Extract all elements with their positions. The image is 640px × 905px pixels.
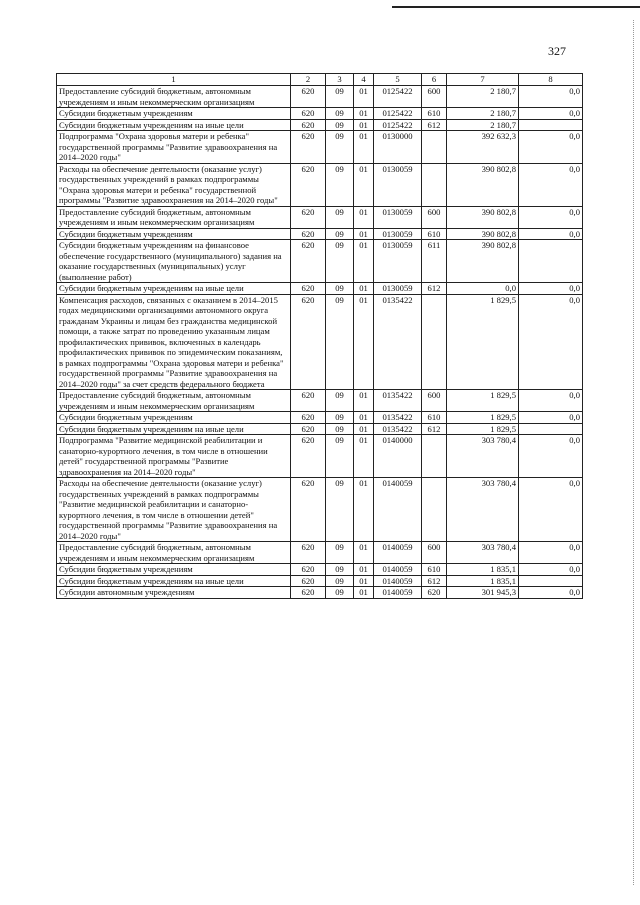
table-row [57, 412, 583, 424]
column-header: 4 [354, 74, 374, 86]
target-article-cell: 0135422 [374, 390, 422, 412]
amount-cell: 301 945,3 [447, 587, 519, 599]
section-code-cell: 09 [326, 240, 354, 283]
ministry-code-cell: 620 [291, 390, 326, 412]
subsection-code-cell: 01 [354, 575, 374, 587]
table-row [57, 478, 583, 542]
target-article-cell: 0140000 [374, 435, 422, 478]
amount-cell: 1 829,5 [447, 390, 519, 412]
table-row [57, 564, 583, 576]
column-header: 1 [57, 74, 291, 86]
ministry-code-cell: 620 [291, 119, 326, 131]
expense-type-cell: 600 [422, 206, 447, 228]
expense-type-cell: 610 [422, 108, 447, 120]
scan-edge [633, 20, 634, 885]
subsection-code-cell: 01 [354, 435, 374, 478]
row-name-cell: Подпрограмма "Развитие медицинской реабилитации и санаторно-курортного лечения, в том числе в отношении детей" государственной программы "Развитие здравоохранения на 2014–2020 годы" [57, 435, 291, 478]
target-article-cell: 0140059 [374, 478, 422, 542]
ministry-code-cell: 620 [291, 86, 326, 108]
expense-type-cell [422, 478, 447, 542]
table-row [57, 108, 583, 120]
section-code-cell: 09 [326, 86, 354, 108]
section-code-cell: 09 [326, 108, 354, 120]
table-row [57, 119, 583, 131]
table-row [57, 131, 583, 164]
expense-type-cell: 610 [422, 564, 447, 576]
row-name-cell: Субсидии бюджетным учреждениям на иные цели [57, 423, 291, 435]
section-code-cell: 09 [326, 542, 354, 564]
amount-cell: 1 835,1 [447, 575, 519, 587]
section-code-cell: 09 [326, 412, 354, 424]
expense-type-cell: 600 [422, 86, 447, 108]
section-code-cell: 09 [326, 575, 354, 587]
amount-extra-cell: 0,0 [519, 108, 583, 120]
expense-type-cell [422, 163, 447, 206]
section-code-cell: 09 [326, 587, 354, 599]
table-row [57, 283, 583, 295]
ministry-code-cell: 620 [291, 587, 326, 599]
row-name-cell: Субсидии бюджетным учреждениям [57, 108, 291, 120]
amount-cell: 1 829,5 [447, 412, 519, 424]
row-name-cell: Подпрограмма "Охрана здоровья матери и ребенка" государственной программы "Развитие здравоохранения на 2014–2020 годы" [57, 131, 291, 164]
amount-extra-cell: 0,0 [519, 412, 583, 424]
target-article-cell: 0130059 [374, 228, 422, 240]
column-header: 2 [291, 74, 326, 86]
amount-cell: 390 802,8 [447, 163, 519, 206]
target-article-cell: 0125422 [374, 108, 422, 120]
table-row [57, 163, 583, 206]
row-name-cell: Расходы на обеспечение деятельности (оказание услуг) государственных учреждений в рамках подпрограммы "Охрана здоровья матери и ребенка" государственной программы "Развитие здравоохранения на 2014–2020 годы" [57, 163, 291, 206]
expense-type-cell [422, 435, 447, 478]
row-name-cell: Субсидии бюджетным учреждениям на финансовое обеспечение государственного (муниципального) задания на оказание государственных (муниципальных) услуг (выполнение работ) [57, 240, 291, 283]
subsection-code-cell: 01 [354, 478, 374, 542]
ministry-code-cell: 620 [291, 542, 326, 564]
ministry-code-cell: 620 [291, 206, 326, 228]
budget-table [56, 73, 583, 599]
section-code-cell: 09 [326, 119, 354, 131]
target-article-cell: 0130059 [374, 206, 422, 228]
subsection-code-cell: 01 [354, 119, 374, 131]
section-code-cell: 09 [326, 131, 354, 164]
target-article-cell: 0130000 [374, 131, 422, 164]
section-code-cell: 09 [326, 478, 354, 542]
row-name-cell: Расходы на обеспечение деятельности (оказание услуг) государственных учреждений в рамках подпрограммы "Развитие медицинской реабилитации и санаторно-курортного лечения, в том числе в отношении детей" государственной программы "Развитие здравоохранения на 2014–2020 годы" [57, 478, 291, 542]
section-code-cell: 09 [326, 163, 354, 206]
table-row [57, 228, 583, 240]
amount-cell: 2 180,7 [447, 108, 519, 120]
section-code-cell: 09 [326, 390, 354, 412]
row-name-cell: Предоставление субсидий бюджетным, автономным учреждениям и иным некоммерческим организациям [57, 206, 291, 228]
subsection-code-cell: 01 [354, 228, 374, 240]
page-number: 327 [548, 44, 566, 58]
target-article-cell: 0140059 [374, 587, 422, 599]
row-name-cell: Субсидии автономным учреждениям [57, 587, 291, 599]
expense-type-cell: 612 [422, 423, 447, 435]
target-article-cell: 0140059 [374, 564, 422, 576]
ministry-code-cell: 620 [291, 228, 326, 240]
column-header: 3 [326, 74, 354, 86]
row-name-cell: Субсидии бюджетным учреждениям на иные цели [57, 283, 291, 295]
table-row [57, 423, 583, 435]
table-header-row [57, 74, 583, 86]
amount-extra-cell: 0,0 [519, 228, 583, 240]
amount-cell: 1 835,1 [447, 564, 519, 576]
target-article-cell: 0125422 [374, 119, 422, 131]
table-row [57, 542, 583, 564]
section-code-cell: 09 [326, 206, 354, 228]
row-name-cell: Субсидии бюджетным учреждениям [57, 412, 291, 424]
amount-extra-cell: 0,0 [519, 390, 583, 412]
subsection-code-cell: 01 [354, 564, 374, 576]
expense-type-cell: 611 [422, 240, 447, 283]
ministry-code-cell: 620 [291, 108, 326, 120]
row-name-cell: Субсидии бюджетным учреждениям на иные цели [57, 575, 291, 587]
subsection-code-cell: 01 [354, 206, 374, 228]
amount-cell: 392 632,3 [447, 131, 519, 164]
expense-type-cell: 612 [422, 119, 447, 131]
expense-type-cell: 610 [422, 412, 447, 424]
ministry-code-cell: 620 [291, 575, 326, 587]
subsection-code-cell: 01 [354, 163, 374, 206]
table-body [57, 86, 583, 599]
amount-cell: 390 802,8 [447, 206, 519, 228]
subsection-code-cell: 01 [354, 587, 374, 599]
amount-extra-cell: 0,0 [519, 564, 583, 576]
target-article-cell: 0140059 [374, 542, 422, 564]
amount-extra-cell: 0,0 [519, 587, 583, 599]
target-article-cell: 0135422 [374, 412, 422, 424]
column-header: 5 [374, 74, 422, 86]
subsection-code-cell: 01 [354, 86, 374, 108]
expense-type-cell: 620 [422, 587, 447, 599]
table-row [57, 206, 583, 228]
target-article-cell: 0130059 [374, 163, 422, 206]
amount-cell: 2 180,7 [447, 119, 519, 131]
target-article-cell: 0135422 [374, 294, 422, 390]
amount-cell: 2 180,7 [447, 86, 519, 108]
target-article-cell: 0140059 [374, 575, 422, 587]
row-name-cell: Субсидии бюджетным учреждениям на иные цели [57, 119, 291, 131]
amount-extra-cell: 0,0 [519, 294, 583, 390]
expense-type-cell [422, 294, 447, 390]
amount-extra-cell: 0,0 [519, 435, 583, 478]
subsection-code-cell: 01 [354, 283, 374, 295]
amount-cell: 390 802,8 [447, 240, 519, 283]
section-code-cell: 09 [326, 228, 354, 240]
amount-extra-cell: 0,0 [519, 283, 583, 295]
column-header: 7 [447, 74, 519, 86]
table-row [57, 240, 583, 283]
ministry-code-cell: 620 [291, 412, 326, 424]
amount-extra-cell: 0,0 [519, 163, 583, 206]
ministry-code-cell: 620 [291, 240, 326, 283]
row-name-cell: Предоставление субсидий бюджетным, автономным учреждениям и иным некоммерческим организациям [57, 86, 291, 108]
target-article-cell: 0125422 [374, 86, 422, 108]
target-article-cell: 0135422 [374, 423, 422, 435]
row-name-cell: Субсидии бюджетным учреждениям [57, 228, 291, 240]
amount-cell: 1 829,5 [447, 294, 519, 390]
target-article-cell: 0130059 [374, 283, 422, 295]
amount-extra-cell [519, 423, 583, 435]
ministry-code-cell: 620 [291, 478, 326, 542]
amount-cell: 0,0 [447, 283, 519, 295]
row-name-cell: Субсидии бюджетным учреждениям [57, 564, 291, 576]
subsection-code-cell: 01 [354, 423, 374, 435]
expense-type-cell: 612 [422, 283, 447, 295]
subsection-code-cell: 01 [354, 131, 374, 164]
column-header: 8 [519, 74, 583, 86]
top-rule [392, 6, 640, 8]
amount-cell: 303 780,4 [447, 478, 519, 542]
amount-extra-cell [519, 575, 583, 587]
amount-extra-cell [519, 119, 583, 131]
subsection-code-cell: 01 [354, 412, 374, 424]
amount-cell: 390 802,8 [447, 228, 519, 240]
amount-extra-cell: 0,0 [519, 478, 583, 542]
subsection-code-cell: 01 [354, 542, 374, 564]
table-row [57, 587, 583, 599]
amount-extra-cell: 0,0 [519, 206, 583, 228]
column-header: 6 [422, 74, 447, 86]
subsection-code-cell: 01 [354, 108, 374, 120]
amount-extra-cell [519, 240, 583, 283]
table-row [57, 294, 583, 390]
section-code-cell: 09 [326, 564, 354, 576]
ministry-code-cell: 620 [291, 564, 326, 576]
ministry-code-cell: 620 [291, 163, 326, 206]
amount-cell: 303 780,4 [447, 435, 519, 478]
expense-type-cell: 600 [422, 390, 447, 412]
ministry-code-cell: 620 [291, 423, 326, 435]
amount-extra-cell: 0,0 [519, 542, 583, 564]
subsection-code-cell: 01 [354, 240, 374, 283]
section-code-cell: 09 [326, 423, 354, 435]
target-article-cell: 0130059 [374, 240, 422, 283]
table-row [57, 435, 583, 478]
section-code-cell: 09 [326, 294, 354, 390]
table-row [57, 575, 583, 587]
row-name-cell: Предоставление субсидий бюджетным, автономным учреждениям и иным некоммерческим организациям [57, 542, 291, 564]
table-row [57, 390, 583, 412]
ministry-code-cell: 620 [291, 294, 326, 390]
amount-cell: 1 829,5 [447, 423, 519, 435]
expense-type-cell: 612 [422, 575, 447, 587]
amount-extra-cell: 0,0 [519, 86, 583, 108]
ministry-code-cell: 620 [291, 131, 326, 164]
expense-type-cell: 600 [422, 542, 447, 564]
amount-extra-cell: 0,0 [519, 131, 583, 164]
ministry-code-cell: 620 [291, 435, 326, 478]
subsection-code-cell: 01 [354, 294, 374, 390]
row-name-cell: Компенсация расходов, связанных с оказанием в 2014–2015 годах медицинскими организациями автономного округа гражданам Украины и лицам без гражданства медицинской помощи, а также затрат по проведению указанным лицам профилактических прививок, включенных в календарь профилактических прививок по эпидемическим показаниям, в рамках подпрограммы "Охрана здоровья матери и ребенка" государственной программы "Развитие здравоохранения на 2014–2020 годы" за счет средств федерального бюджета [57, 294, 291, 390]
ministry-code-cell: 620 [291, 283, 326, 295]
expense-type-cell [422, 131, 447, 164]
table-row [57, 86, 583, 108]
amount-cell: 303 780,4 [447, 542, 519, 564]
subsection-code-cell: 01 [354, 390, 374, 412]
expense-type-cell: 610 [422, 228, 447, 240]
row-name-cell: Предоставление субсидий бюджетным, автономным учреждениям и иным некоммерческим организациям [57, 390, 291, 412]
section-code-cell: 09 [326, 283, 354, 295]
section-code-cell: 09 [326, 435, 354, 478]
